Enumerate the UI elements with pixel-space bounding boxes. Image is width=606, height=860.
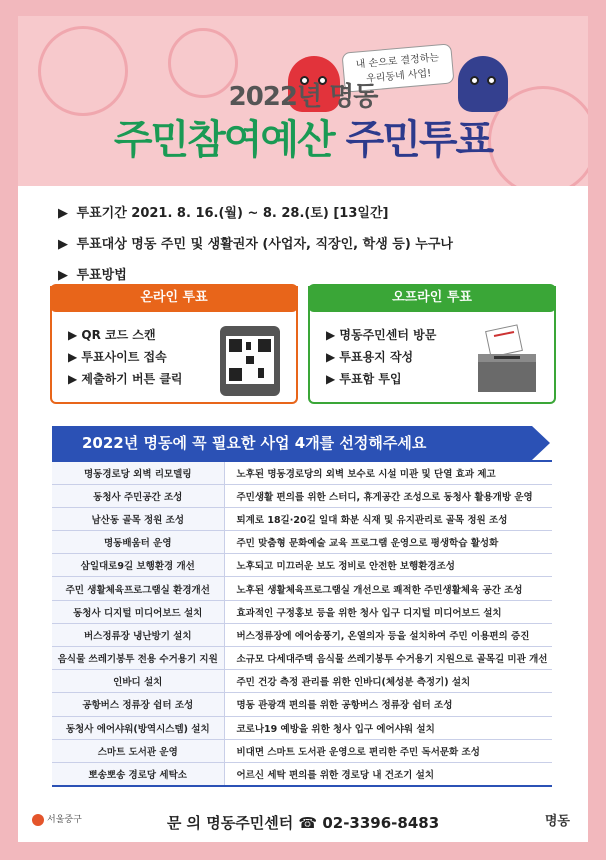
offline-vote-panel — [308, 286, 556, 404]
online-step: ▶ 투표사이트 접속 — [68, 350, 167, 364]
project-description: 노후된 명동경로당의 외벽 보수로 시설 미관 및 단열 효과 제고 — [224, 461, 552, 484]
table-row — [52, 600, 552, 623]
table-row — [52, 647, 552, 670]
table-row — [52, 554, 552, 577]
triangle-icon: ▶ — [58, 206, 68, 221]
project-description: 비대면 스마트 도서관 운영으로 편리한 주민 독서문화 조성 — [224, 739, 552, 762]
offline-step: ▶ 명동주민센터 방문 — [326, 328, 437, 342]
poster — [18, 16, 588, 842]
table-row — [52, 577, 552, 600]
project-name: 명동경로당 외벽 리모델링 — [52, 461, 224, 484]
offline-vote-title: 오프라인 투표 — [308, 284, 556, 312]
online-step: ▶ 제출하기 버튼 클릭 — [68, 372, 183, 386]
table-row — [52, 461, 552, 484]
banner-arrow — [532, 426, 550, 460]
project-name: 버스정류장 냉난방기 설치 — [52, 623, 224, 646]
project-name: 남산동 골목 정원 조성 — [52, 507, 224, 530]
project-name: 동청사 디지털 미디어보드 설치 — [52, 600, 224, 623]
project-description: 주민 맞춤형 문화예술 교육 프로그램 운영으로 평생학습 활성화 — [224, 531, 552, 554]
projects-banner: 2022년 명동에 꼭 필요한 사업 4개를 선정해주세요 — [52, 426, 532, 460]
table-row — [52, 670, 552, 693]
main-title-part1: 주민참여예산 — [113, 117, 334, 163]
online-step: ▶ QR 코드 스캔 — [68, 328, 156, 342]
project-name: 스마트 도서관 운영 — [52, 739, 224, 762]
footer — [18, 796, 588, 842]
year-title: 2022년 명동 — [228, 82, 378, 112]
jung-gu-logo: 서울중구 — [32, 812, 82, 826]
project-description: 코로나19 예방을 위한 청사 입구 에어샤워 설치 — [224, 716, 552, 739]
triangle-icon: ▶ — [58, 237, 68, 252]
offline-step: ▶ 투표함 투입 — [326, 372, 402, 386]
table-row — [52, 762, 552, 785]
online-vote-title: 온라인 투표 — [50, 284, 298, 312]
project-description: 노후된 생활체육프로그램실 개선으로 쾌적한 주민생활체육 공간 조성 — [224, 577, 552, 600]
project-description: 주민 건강 측정 관리를 위한 인바디(체성분 측정기) 설치 — [224, 670, 552, 693]
offline-steps — [326, 326, 436, 392]
projects-table — [52, 460, 552, 787]
project-name: 삼일대로9길 보행환경 개선 — [52, 554, 224, 577]
project-name: 음식물 쓰레기봉투 전용 수거용기 지원 — [52, 647, 224, 670]
table-row — [52, 623, 552, 646]
project-name: 동청사 주민공간 조성 — [52, 484, 224, 507]
table-row — [52, 484, 552, 507]
speech-bubble: 내 손으로 결정하는 우리동네 사업! — [341, 43, 454, 92]
vote-info — [58, 202, 453, 295]
table-row — [52, 739, 552, 762]
info-method: ▶ 투표방법 — [58, 268, 127, 283]
table-row — [52, 716, 552, 739]
online-steps — [68, 326, 183, 392]
project-name: 공항버스 정류장 쉼터 조성 — [52, 693, 224, 716]
project-description: 명동 관광객 편의를 위한 공항버스 정류장 쉼터 조성 — [224, 693, 552, 716]
table-row — [52, 507, 552, 530]
project-description: 퇴계로 18길·20길 일대 화분 식재 및 유지관리로 골목 정원 조성 — [224, 507, 552, 530]
project-name: 동청사 에어샤워(방역시스템) 설치 — [52, 716, 224, 739]
info-period: ▶ 투표기간 2021. 8. 16.(월) ~ 8. 28.(토) [13일간] — [58, 206, 389, 221]
main-title — [18, 108, 588, 165]
table-row — [52, 531, 552, 554]
project-name: 명동배움터 운영 — [52, 531, 224, 554]
project-description: 어르신 세탁 편의를 위한 경로당 내 건조기 설치 — [224, 762, 552, 785]
project-name: 인바디 설치 — [52, 670, 224, 693]
offline-step: ▶ 투표용지 작성 — [326, 350, 414, 364]
project-name: 뽀송뽀송 경로당 세탁소 — [52, 762, 224, 785]
project-description: 효과적인 구정홍보 등을 위한 청사 입구 디지털 미디어보드 설치 — [224, 600, 552, 623]
main-title-part2: 주민투표 — [345, 117, 493, 163]
online-vote-panel — [50, 286, 298, 404]
project-description: 버스정류장에 에어송풍기, 온열의자 등을 설치하여 주민 이용편의 증진 — [224, 623, 552, 646]
myeongdong-logo: 명동 — [544, 814, 570, 829]
info-target: ▶ 투표대상 명동 주민 및 생활권자 (사업자, 직장인, 학생 등) 누구나 — [58, 237, 453, 252]
project-name: 주민 생활체육프로그램실 환경개선 — [52, 577, 224, 600]
table-row — [52, 693, 552, 716]
project-description: 노후되고 미끄러운 보도 정비로 안전한 보행환경조성 — [224, 554, 552, 577]
contact-info: 문 의 명동주민센터 ☎ 02-3396-8483 — [166, 814, 440, 832]
project-description: 주민생활 편의를 위한 스터디, 휴게공간 조성으로 동청사 활용개방 운영 — [224, 484, 552, 507]
ballot-box-icon — [474, 324, 540, 396]
triangle-icon: ▶ — [58, 268, 68, 283]
phone-qr-icon — [220, 326, 280, 396]
poster-header — [18, 16, 588, 186]
project-description: 소규모 다세대주택 음식물 쓰레기봉투 수거용기 지원으로 골목길 미관 개선 — [224, 647, 552, 670]
